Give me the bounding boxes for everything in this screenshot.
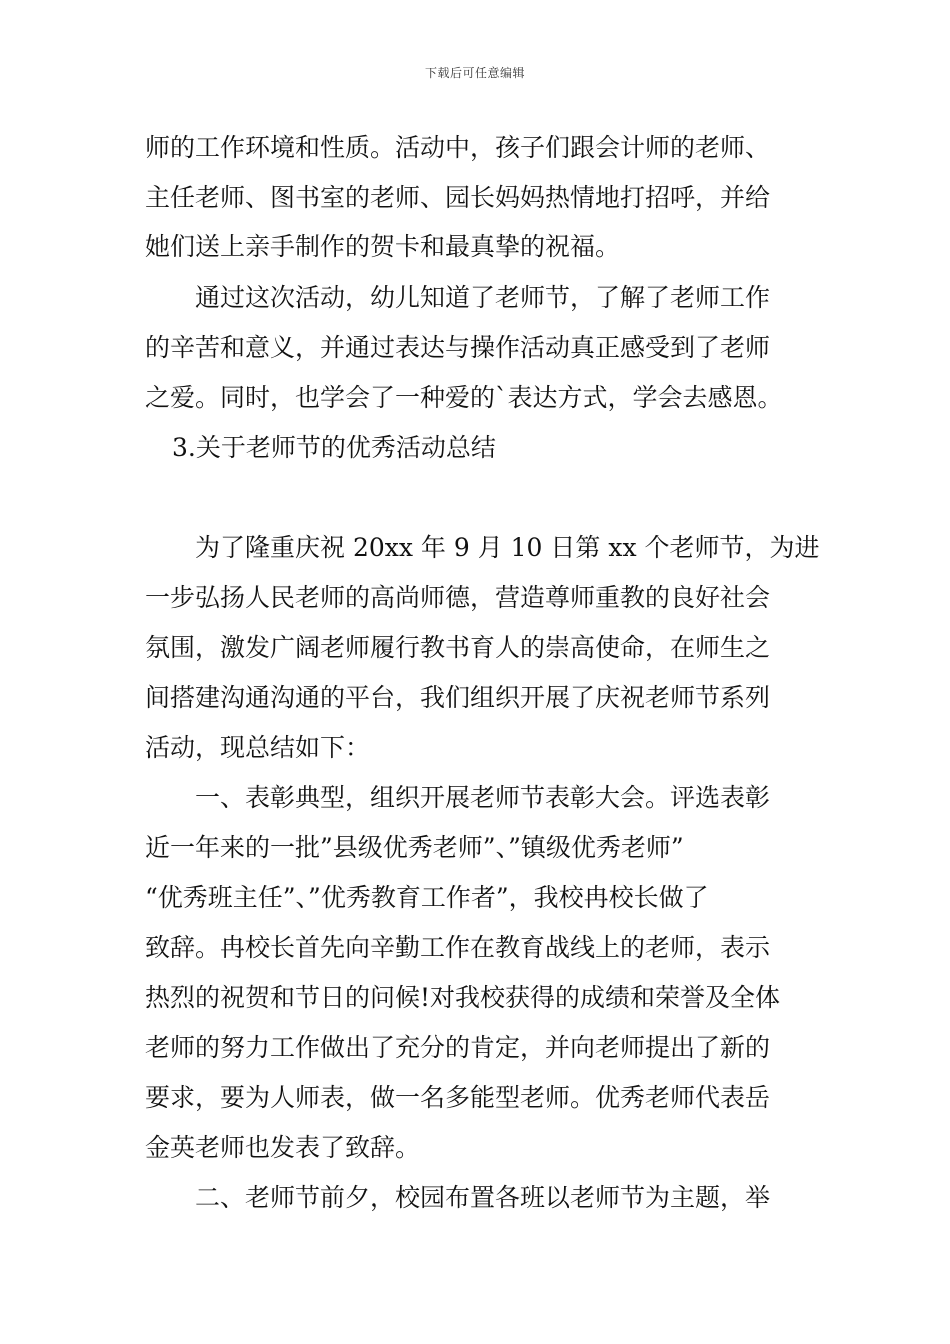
text-line: “优秀班主任”、”优秀教育工作者”，我校冉校长做了: [145, 883, 709, 912]
text-line: 热烈的祝贺和节日的问候!对我校获得的成绩和荣誉及全体: [145, 983, 781, 1012]
text-line: 她们送上亲手制作的贺卡和最真挚的祝福。: [145, 232, 621, 261]
text-line: 活动，现总结如下：: [145, 733, 371, 762]
text-line: 致辞。冉校长首先向辛勤工作在教育战线上的老师，表示: [145, 933, 771, 962]
text-line: 一步弘扬人民老师的高尚师德，营造尊师重教的良好社会: [145, 583, 771, 612]
text-line: 间搭建沟通沟通的平台，我们组织开展了庆祝老师节系列: [145, 683, 771, 712]
text-line: 之爱。同时，也学会了一种爱的`表达方式，学会去感恩。: [145, 383, 783, 412]
text-line: 氛围，激发广阔老师履行教书育人的崇高使命，在师生之: [145, 633, 771, 662]
text-line: 通过这次活动，幼儿知道了老师节，了解了老师工作: [145, 283, 771, 312]
text-line: 师的工作环境和性质。活动中，孩子们跟会计师的老师、: [145, 133, 771, 162]
text-line: 老师的努力工作做出了充分的肯定，并向老师提出了新的: [145, 1033, 771, 1062]
text-line: 要求，要为人师表，做一名多能型老师。优秀老师代表岳: [145, 1083, 771, 1112]
text-line: 为了隆重庆祝 20xx 年 9 月 10 日第 xx 个老师节，为进: [145, 533, 820, 562]
header-note: 下载后可任意编辑: [424, 66, 525, 80]
text-line: 近一年来的一批”县级优秀老师”、”镇级优秀老师”: [145, 833, 684, 862]
text-line: 一、表彰典型，组织开展老师节表彰大会。评选表彰: [145, 783, 771, 812]
section-heading: 3.关于老师节的优秀活动总结: [172, 433, 496, 462]
text-line: 的辛苦和意义，并通过表达与操作活动真正感受到了老师: [145, 333, 771, 362]
text-line: 二、老师节前夕，校园布置各班以老师节为主题，举: [145, 1183, 771, 1212]
text-line: 主任老师、图书室的老师、园长妈妈热情地打招呼，并给: [145, 183, 771, 212]
text-line: 金英老师也发表了致辞。: [145, 1133, 421, 1162]
